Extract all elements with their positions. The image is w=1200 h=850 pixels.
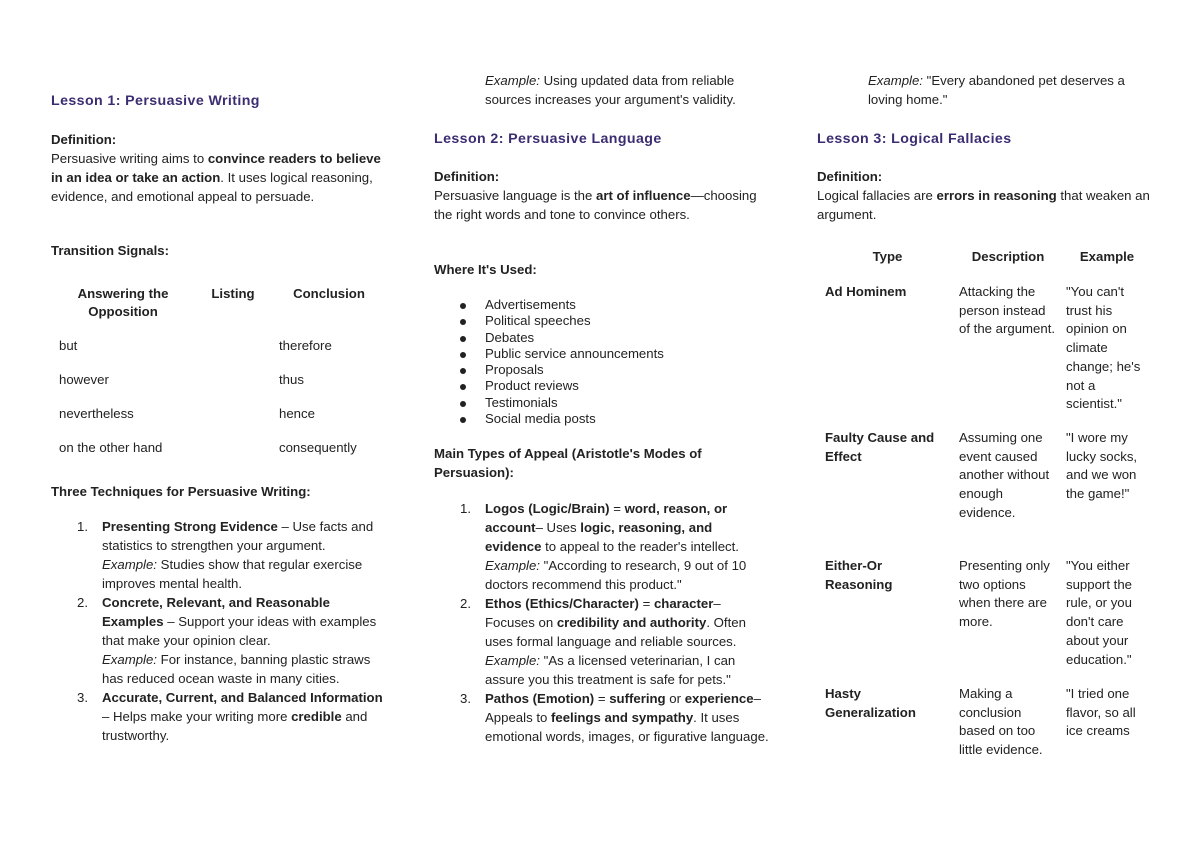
definition-label: Definition: xyxy=(817,169,883,184)
techniques-list xyxy=(51,517,391,745)
where-used-label: Where It's Used: xyxy=(434,262,537,277)
cell-example: "You either support the rule, or you don't care about your education." xyxy=(1066,558,1132,667)
cell-description: Attacking the person instead of the argument. xyxy=(959,284,1056,337)
cell-type: Ad Hominem xyxy=(825,284,907,299)
list-item: Debates xyxy=(434,330,769,346)
definition-label: Definition: xyxy=(51,132,117,147)
definition-label: Definition: xyxy=(434,169,500,184)
table-row xyxy=(51,438,381,458)
bullet-icon xyxy=(460,319,466,325)
appeal-types-label: Main Types of Appeal (Aristotle's Modes of Persuasion): xyxy=(434,446,702,480)
header-conclusion: Conclusion xyxy=(293,286,365,301)
cell-type: Hasty Generalization xyxy=(825,686,916,720)
cell-answering: nevertheless xyxy=(59,406,134,421)
cell-answering: but xyxy=(59,338,78,353)
techniques-label: Three Techniques for Persuasive Writing: xyxy=(51,484,311,499)
cell-description: Making a conclusion based on too little evidence. xyxy=(959,686,1043,758)
list-item: 1. Presenting Strong Evidence – Use facts and statistics to strengthen your argument. Example: Studies show that regular exercise improves mental health. xyxy=(77,519,374,591)
list-item: Social media posts xyxy=(434,411,769,427)
header-listing: Listing xyxy=(211,286,255,301)
cell-example: "You can't trust his opinion on climate change; he's not a scientist." xyxy=(1066,284,1141,412)
list-item: 1. Logos (Logic/Brain) = word, reason, or account– Uses logic, reasoning, and evidence to appeal to the reader's intellect. Example: "According to research, 9 out of 10 doctors recommend this product." xyxy=(460,501,747,592)
table-row xyxy=(51,336,381,356)
cell-conclusion: hence xyxy=(279,406,315,421)
list-item: Testimonials xyxy=(434,395,769,411)
cell-conclusion: consequently xyxy=(279,440,357,455)
list-item: Public service announcements xyxy=(434,346,769,362)
definition-text: Persuasive writing aims to convince readers to believe in an idea or take an action. It uses logical reasoning, evidence, and emotional appeal to persuade. xyxy=(51,151,381,204)
list-item: 2. Concrete, Relevant, and Reasonable Examples – Support your ideas with examples that make your opinion clear. Example: For instance, banning plastic straws has reduced ocean waste in many cities. xyxy=(77,595,377,686)
header-answering: Answering the Opposition xyxy=(77,286,169,319)
cell-type: Either-Or Reasoning xyxy=(825,558,893,592)
cell-conclusion: thus xyxy=(279,372,304,387)
cell-answering: on the other hand xyxy=(59,440,163,455)
carryover-example: Example: "Every abandoned pet deserves a loving home." xyxy=(868,73,1125,107)
list-item: Advertisements xyxy=(434,297,769,313)
table-row xyxy=(51,404,381,424)
bullet-icon xyxy=(460,417,466,423)
header-type: Type xyxy=(872,249,903,264)
cell-answering: however xyxy=(59,372,109,387)
header-example: Example xyxy=(1079,249,1135,264)
lesson-2-title: Lesson 2: Persuasive Language xyxy=(434,131,662,147)
cell-example: "I wore my lucky socks, and we won the game!" xyxy=(1066,430,1138,502)
appeal-types-list xyxy=(434,499,769,746)
list-item: 3. Pathos (Emotion) = suffering or experience– Appeals to feelings and sympathy. It uses emotional words, images, or figurative language. xyxy=(460,691,769,744)
transition-signals-label: Transition Signals: xyxy=(51,243,169,258)
list-item: Political speeches xyxy=(434,313,769,329)
bullet-icon xyxy=(460,336,466,342)
bullet-icon xyxy=(460,384,466,390)
carryover-example: Example: Using updated data from reliable sources increases your argument's validity. xyxy=(485,73,736,107)
header-description: Description xyxy=(971,249,1045,264)
bullet-icon xyxy=(460,368,466,374)
cell-conclusion: therefore xyxy=(279,338,332,353)
cell-type: Faulty Cause and Effect xyxy=(825,430,935,464)
bullet-icon xyxy=(460,303,466,309)
lesson-3-title: Lesson 3: Logical Fallacies xyxy=(817,131,1012,147)
where-used-list xyxy=(434,297,769,427)
list-item: 3. Accurate, Current, and Balanced Information – Helps make your writing more credible and trustworthy. xyxy=(77,690,383,743)
lesson-3-definition xyxy=(817,167,1157,224)
bullet-icon xyxy=(460,352,466,358)
cell-description: Assuming one event caused another without enough evidence. xyxy=(959,430,1050,520)
list-item: Proposals xyxy=(434,362,769,378)
definition-text: Logical fallacies are errors in reasoning that weaken an argument. xyxy=(817,188,1150,222)
definition-text: Persuasive language is the art of influence—choosing the right words and tone to convince others. xyxy=(434,188,757,222)
cell-example: "I tried one flavor, so all ice creams xyxy=(1066,686,1136,739)
bullet-icon xyxy=(460,401,466,407)
lesson-2-definition xyxy=(434,167,769,224)
cell-description: Presenting only two options when there are more. xyxy=(959,558,1050,630)
table-row xyxy=(51,370,381,390)
list-item: Product reviews xyxy=(434,378,769,394)
lesson-1-definition xyxy=(51,130,391,206)
list-item: 2. Ethos (Ethics/Character) = character– Focuses on credibility and authority. Often uses formal language and reliable sources. Example: "As a licensed veterinarian, I can assure you this treatment is safe for pets." xyxy=(460,596,746,687)
lesson-1-title: Lesson 1: Persuasive Writing xyxy=(51,93,260,109)
